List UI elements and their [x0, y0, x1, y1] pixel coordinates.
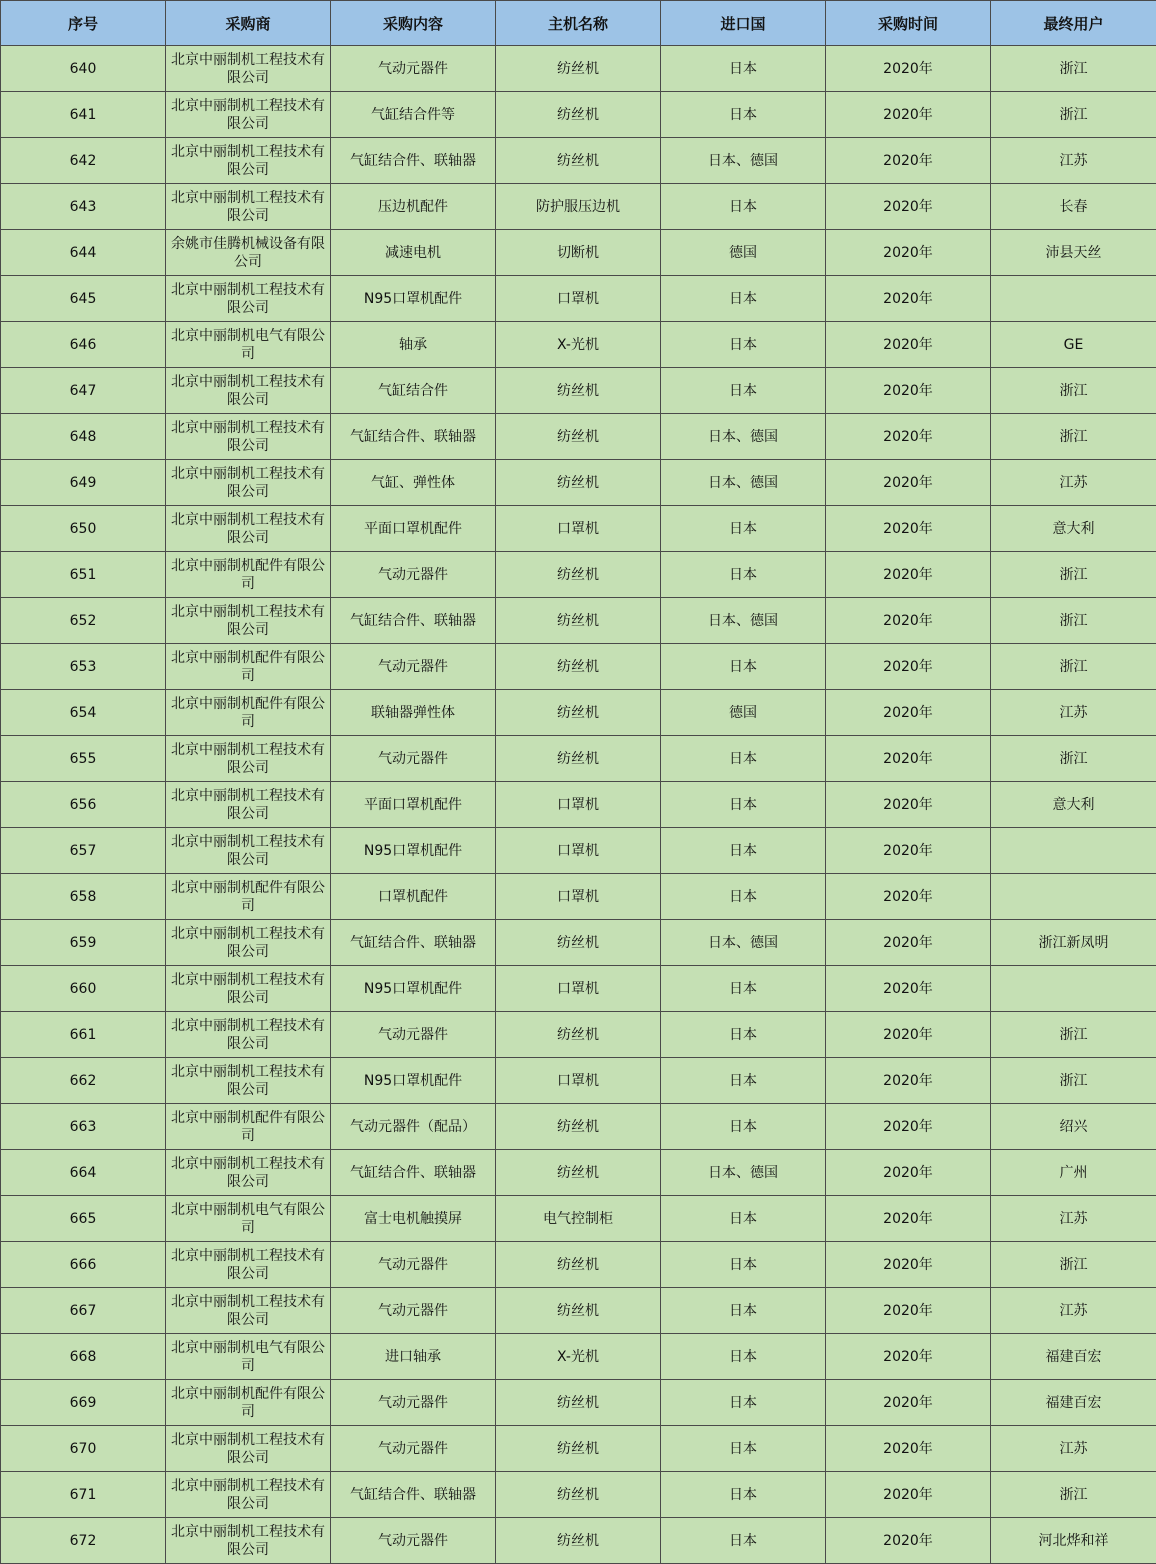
table-row	[1, 138, 1156, 184]
cell-host-machine: 纺丝机	[496, 690, 661, 736]
cell-import-country: 日本	[661, 1334, 826, 1380]
cell-purchase-content: 气动元器件	[331, 1288, 496, 1334]
cell-buyer: 北京中丽制机工程技术有限公司	[166, 276, 331, 322]
cell-buyer: 北京中丽制机电气有限公司	[166, 1334, 331, 1380]
cell-import-country: 日本	[661, 1472, 826, 1518]
header-purchase-time: 采购时间	[826, 1, 991, 46]
cell-purchase-content: 口罩机配件	[331, 874, 496, 920]
cell-purchase-content: 进口轴承	[331, 1334, 496, 1380]
cell-serial-number: 658	[1, 874, 166, 920]
cell-import-country: 日本	[661, 644, 826, 690]
cell-buyer: 北京中丽制机工程技术有限公司	[166, 1150, 331, 1196]
cell-import-country: 日本	[661, 552, 826, 598]
table-body	[1, 46, 1156, 1564]
cell-serial-number: 642	[1, 138, 166, 184]
cell-host-machine: 纺丝机	[496, 1380, 661, 1426]
cell-buyer: 北京中丽制机工程技术有限公司	[166, 46, 331, 92]
cell-purchase-content: 气动元器件	[331, 1518, 496, 1564]
cell-host-machine: X-光机	[496, 322, 661, 368]
cell-import-country: 日本	[661, 1518, 826, 1564]
cell-serial-number: 649	[1, 460, 166, 506]
cell-purchase-content: 平面口罩机配件	[331, 782, 496, 828]
cell-buyer: 北京中丽制机工程技术有限公司	[166, 138, 331, 184]
cell-import-country: 日本、德国	[661, 920, 826, 966]
cell-purchase-content: 气动元器件	[331, 1242, 496, 1288]
cell-import-country: 日本、德国	[661, 598, 826, 644]
cell-buyer: 北京中丽制机工程技术有限公司	[166, 460, 331, 506]
cell-end-user: 浙江	[991, 414, 1156, 460]
cell-buyer: 北京中丽制机配件有限公司	[166, 1380, 331, 1426]
cell-host-machine: 防护服压边机	[496, 184, 661, 230]
cell-purchase-time: 2020年	[826, 276, 991, 322]
cell-serial-number: 670	[1, 1426, 166, 1472]
table-row	[1, 322, 1156, 368]
cell-host-machine: 纺丝机	[496, 1012, 661, 1058]
cell-purchase-content: 平面口罩机配件	[331, 506, 496, 552]
cell-import-country: 日本	[661, 322, 826, 368]
cell-purchase-time: 2020年	[826, 92, 991, 138]
cell-buyer: 北京中丽制机工程技术有限公司	[166, 1242, 331, 1288]
cell-import-country: 日本	[661, 1380, 826, 1426]
cell-end-user: 浙江	[991, 368, 1156, 414]
cell-host-machine: 纺丝机	[496, 46, 661, 92]
cell-import-country: 日本	[661, 276, 826, 322]
table-row	[1, 1058, 1156, 1104]
cell-serial-number: 656	[1, 782, 166, 828]
header-serial-number: 序号	[1, 1, 166, 46]
table-row	[1, 782, 1156, 828]
cell-serial-number: 665	[1, 1196, 166, 1242]
cell-purchase-time: 2020年	[826, 874, 991, 920]
header-row	[1, 1, 1156, 46]
cell-serial-number: 662	[1, 1058, 166, 1104]
cell-purchase-content: 气缸结合件、联轴器	[331, 598, 496, 644]
cell-purchase-content: 气缸结合件	[331, 368, 496, 414]
cell-host-machine: 纺丝机	[496, 368, 661, 414]
cell-buyer: 北京中丽制机工程技术有限公司	[166, 1012, 331, 1058]
cell-serial-number: 663	[1, 1104, 166, 1150]
cell-serial-number: 653	[1, 644, 166, 690]
cell-end-user: 福建百宏	[991, 1334, 1156, 1380]
cell-end-user: 浙江	[991, 1012, 1156, 1058]
cell-purchase-time: 2020年	[826, 1012, 991, 1058]
cell-purchase-content: N95口罩机配件	[331, 276, 496, 322]
cell-host-machine: 电气控制柜	[496, 1196, 661, 1242]
cell-buyer: 北京中丽制机工程技术有限公司	[166, 598, 331, 644]
cell-host-machine: 纺丝机	[496, 598, 661, 644]
cell-purchase-time: 2020年	[826, 598, 991, 644]
cell-end-user: 江苏	[991, 138, 1156, 184]
table-row	[1, 920, 1156, 966]
cell-end-user: 浙江	[991, 552, 1156, 598]
cell-purchase-time: 2020年	[826, 414, 991, 460]
cell-purchase-content: 气动元器件	[331, 644, 496, 690]
cell-purchase-content: 联轴器弹性体	[331, 690, 496, 736]
cell-serial-number: 645	[1, 276, 166, 322]
cell-end-user: 浙江	[991, 644, 1156, 690]
cell-import-country: 日本	[661, 736, 826, 782]
table-row	[1, 598, 1156, 644]
cell-end-user: 绍兴	[991, 1104, 1156, 1150]
cell-buyer: 北京中丽制机工程技术有限公司	[166, 1288, 331, 1334]
cell-host-machine: 纺丝机	[496, 644, 661, 690]
cell-buyer: 北京中丽制机工程技术有限公司	[166, 782, 331, 828]
cell-purchase-content: 压边机配件	[331, 184, 496, 230]
cell-purchase-content: 气缸结合件、联轴器	[331, 920, 496, 966]
cell-host-machine: 口罩机	[496, 276, 661, 322]
cell-purchase-content: 气动元器件（配品）	[331, 1104, 496, 1150]
cell-serial-number: 672	[1, 1518, 166, 1564]
cell-purchase-time: 2020年	[826, 1150, 991, 1196]
cell-serial-number: 671	[1, 1472, 166, 1518]
cell-buyer: 北京中丽制机工程技术有限公司	[166, 1518, 331, 1564]
cell-purchase-content: N95口罩机配件	[331, 828, 496, 874]
cell-purchase-time: 2020年	[826, 1242, 991, 1288]
cell-end-user: 浙江	[991, 1242, 1156, 1288]
cell-purchase-content: 气动元器件	[331, 1380, 496, 1426]
table-row	[1, 276, 1156, 322]
table-row	[1, 874, 1156, 920]
cell-host-machine: 口罩机	[496, 1058, 661, 1104]
header-end-user: 最终用户	[991, 1, 1156, 46]
table-row	[1, 414, 1156, 460]
cell-host-machine: 切断机	[496, 230, 661, 276]
cell-buyer: 北京中丽制机配件有限公司	[166, 874, 331, 920]
cell-end-user: 江苏	[991, 460, 1156, 506]
cell-end-user: 长春	[991, 184, 1156, 230]
cell-purchase-time: 2020年	[826, 1104, 991, 1150]
cell-import-country: 日本	[661, 184, 826, 230]
cell-purchase-time: 2020年	[826, 1380, 991, 1426]
cell-purchase-content: 气缸结合件、联轴器	[331, 414, 496, 460]
cell-serial-number: 655	[1, 736, 166, 782]
cell-purchase-time: 2020年	[826, 1472, 991, 1518]
cell-host-machine: 纺丝机	[496, 414, 661, 460]
cell-serial-number: 654	[1, 690, 166, 736]
cell-import-country: 日本、德国	[661, 138, 826, 184]
cell-purchase-content: 气缸结合件、联轴器	[331, 1150, 496, 1196]
table-row	[1, 46, 1156, 92]
cell-buyer: 北京中丽制机工程技术有限公司	[166, 92, 331, 138]
table-row	[1, 92, 1156, 138]
cell-purchase-content: 气动元器件	[331, 1012, 496, 1058]
cell-purchase-content: 减速电机	[331, 230, 496, 276]
cell-serial-number: 667	[1, 1288, 166, 1334]
cell-buyer: 北京中丽制机配件有限公司	[166, 644, 331, 690]
cell-purchase-time: 2020年	[826, 920, 991, 966]
cell-purchase-time: 2020年	[826, 138, 991, 184]
cell-serial-number: 664	[1, 1150, 166, 1196]
cell-buyer: 北京中丽制机工程技术有限公司	[166, 920, 331, 966]
cell-purchase-time: 2020年	[826, 552, 991, 598]
cell-purchase-time: 2020年	[826, 690, 991, 736]
cell-purchase-time: 2020年	[826, 368, 991, 414]
cell-end-user: 浙江	[991, 1058, 1156, 1104]
cell-import-country: 日本	[661, 828, 826, 874]
cell-purchase-time: 2020年	[826, 1196, 991, 1242]
cell-import-country: 日本	[661, 1104, 826, 1150]
cell-import-country: 日本	[661, 46, 826, 92]
table-row	[1, 1380, 1156, 1426]
cell-serial-number: 650	[1, 506, 166, 552]
cell-end-user: 浙江新凤明	[991, 920, 1156, 966]
cell-buyer: 北京中丽制机工程技术有限公司	[166, 184, 331, 230]
cell-purchase-content: N95口罩机配件	[331, 966, 496, 1012]
cell-purchase-content: 富士电机触摸屏	[331, 1196, 496, 1242]
cell-serial-number: 660	[1, 966, 166, 1012]
cell-host-machine: 纺丝机	[496, 1288, 661, 1334]
cell-purchase-content: 轴承	[331, 322, 496, 368]
table-row	[1, 1012, 1156, 1058]
cell-serial-number: 647	[1, 368, 166, 414]
cell-host-machine: 口罩机	[496, 966, 661, 1012]
cell-serial-number: 659	[1, 920, 166, 966]
cell-purchase-time: 2020年	[826, 184, 991, 230]
table-row	[1, 828, 1156, 874]
cell-purchase-time: 2020年	[826, 506, 991, 552]
cell-end-user: 河北烨和祥	[991, 1518, 1156, 1564]
cell-purchase-content: 气缸结合件等	[331, 92, 496, 138]
cell-end-user: 意大利	[991, 506, 1156, 552]
cell-purchase-content: 气缸、弹性体	[331, 460, 496, 506]
cell-purchase-time: 2020年	[826, 46, 991, 92]
cell-import-country: 日本	[661, 782, 826, 828]
header-buyer: 采购商	[166, 1, 331, 46]
cell-host-machine: 纺丝机	[496, 1426, 661, 1472]
cell-purchase-time: 2020年	[826, 782, 991, 828]
cell-purchase-content: 气动元器件	[331, 1426, 496, 1472]
cell-end-user: 浙江	[991, 92, 1156, 138]
cell-serial-number: 644	[1, 230, 166, 276]
cell-import-country: 日本	[661, 966, 826, 1012]
cell-purchase-time: 2020年	[826, 322, 991, 368]
cell-purchase-content: 气动元器件	[331, 552, 496, 598]
cell-host-machine: 口罩机	[496, 828, 661, 874]
cell-purchase-content: N95口罩机配件	[331, 1058, 496, 1104]
cell-import-country: 日本、德国	[661, 414, 826, 460]
table-row	[1, 1472, 1156, 1518]
cell-end-user	[991, 874, 1156, 920]
table-row	[1, 368, 1156, 414]
cell-host-machine: X-光机	[496, 1334, 661, 1380]
cell-purchase-time: 2020年	[826, 1334, 991, 1380]
cell-buyer: 余姚市佳腾机械设备有限公司	[166, 230, 331, 276]
cell-purchase-time: 2020年	[826, 230, 991, 276]
cell-buyer: 北京中丽制机配件有限公司	[166, 552, 331, 598]
cell-buyer: 北京中丽制机工程技术有限公司	[166, 506, 331, 552]
cell-serial-number: 657	[1, 828, 166, 874]
cell-buyer: 北京中丽制机工程技术有限公司	[166, 414, 331, 460]
table-row	[1, 1288, 1156, 1334]
cell-purchase-time: 2020年	[826, 828, 991, 874]
cell-host-machine: 纺丝机	[496, 138, 661, 184]
table-row	[1, 1334, 1156, 1380]
cell-host-machine: 纺丝机	[496, 552, 661, 598]
table-row	[1, 736, 1156, 782]
cell-end-user: 浙江	[991, 46, 1156, 92]
cell-host-machine: 纺丝机	[496, 460, 661, 506]
table-row	[1, 1150, 1156, 1196]
cell-host-machine: 纺丝机	[496, 1518, 661, 1564]
cell-import-country: 日本	[661, 1426, 826, 1472]
cell-host-machine: 纺丝机	[496, 736, 661, 782]
cell-end-user: 意大利	[991, 782, 1156, 828]
cell-serial-number: 668	[1, 1334, 166, 1380]
cell-end-user: 浙江	[991, 1472, 1156, 1518]
table-row	[1, 184, 1156, 230]
cell-buyer: 北京中丽制机工程技术有限公司	[166, 736, 331, 782]
cell-serial-number: 661	[1, 1012, 166, 1058]
cell-buyer: 北京中丽制机电气有限公司	[166, 1196, 331, 1242]
cell-serial-number: 669	[1, 1380, 166, 1426]
cell-purchase-time: 2020年	[826, 1058, 991, 1104]
cell-purchase-content: 气缸结合件、联轴器	[331, 138, 496, 184]
cell-purchase-time: 2020年	[826, 966, 991, 1012]
cell-host-machine: 口罩机	[496, 506, 661, 552]
cell-purchase-content: 气缸结合件、联轴器	[331, 1472, 496, 1518]
cell-host-machine: 纺丝机	[496, 1472, 661, 1518]
table-row	[1, 460, 1156, 506]
cell-buyer: 北京中丽制机工程技术有限公司	[166, 1472, 331, 1518]
cell-end-user: 浙江	[991, 598, 1156, 644]
table-row	[1, 1242, 1156, 1288]
cell-end-user: 福建百宏	[991, 1380, 1156, 1426]
cell-end-user	[991, 966, 1156, 1012]
header-import-country: 进口国	[661, 1, 826, 46]
cell-host-machine: 纺丝机	[496, 1104, 661, 1150]
cell-host-machine: 纺丝机	[496, 1150, 661, 1196]
cell-end-user: 江苏	[991, 1288, 1156, 1334]
header-purchase-content: 采购内容	[331, 1, 496, 46]
cell-import-country: 日本、德国	[661, 460, 826, 506]
cell-serial-number: 651	[1, 552, 166, 598]
cell-end-user: 江苏	[991, 1196, 1156, 1242]
cell-end-user	[991, 828, 1156, 874]
cell-import-country: 日本	[661, 874, 826, 920]
cell-purchase-time: 2020年	[826, 644, 991, 690]
cell-end-user: 江苏	[991, 690, 1156, 736]
cell-import-country: 日本	[661, 92, 826, 138]
cell-purchase-time: 2020年	[826, 1518, 991, 1564]
cell-buyer: 北京中丽制机工程技术有限公司	[166, 828, 331, 874]
cell-buyer: 北京中丽制机工程技术有限公司	[166, 1426, 331, 1472]
cell-import-country: 日本	[661, 1058, 826, 1104]
cell-buyer: 北京中丽制机电气有限公司	[166, 322, 331, 368]
cell-serial-number: 641	[1, 92, 166, 138]
header-host-machine: 主机名称	[496, 1, 661, 46]
cell-purchase-content: 气动元器件	[331, 46, 496, 92]
cell-serial-number: 666	[1, 1242, 166, 1288]
cell-serial-number: 640	[1, 46, 166, 92]
cell-import-country: 日本	[661, 368, 826, 414]
cell-buyer: 北京中丽制机工程技术有限公司	[166, 1058, 331, 1104]
cell-host-machine: 纺丝机	[496, 1242, 661, 1288]
cell-serial-number: 652	[1, 598, 166, 644]
cell-buyer: 北京中丽制机配件有限公司	[166, 690, 331, 736]
table-row	[1, 1104, 1156, 1150]
table-row	[1, 966, 1156, 1012]
cell-end-user: 江苏	[991, 1426, 1156, 1472]
cell-import-country: 日本	[661, 1012, 826, 1058]
cell-end-user	[991, 276, 1156, 322]
cell-host-machine: 纺丝机	[496, 92, 661, 138]
cell-serial-number: 646	[1, 322, 166, 368]
cell-end-user: 广州	[991, 1150, 1156, 1196]
cell-serial-number: 648	[1, 414, 166, 460]
cell-import-country: 日本	[661, 506, 826, 552]
cell-import-country: 日本	[661, 1288, 826, 1334]
cell-import-country: 德国	[661, 690, 826, 736]
cell-end-user: 浙江	[991, 736, 1156, 782]
table-row	[1, 1196, 1156, 1242]
cell-purchase-time: 2020年	[826, 1288, 991, 1334]
cell-buyer: 北京中丽制机配件有限公司	[166, 1104, 331, 1150]
table-row	[1, 1426, 1156, 1472]
cell-purchase-content: 气动元器件	[331, 736, 496, 782]
cell-import-country: 日本	[661, 1196, 826, 1242]
cell-purchase-time: 2020年	[826, 460, 991, 506]
cell-buyer: 北京中丽制机工程技术有限公司	[166, 966, 331, 1012]
table-row	[1, 552, 1156, 598]
table-row	[1, 230, 1156, 276]
cell-import-country: 日本	[661, 1242, 826, 1288]
cell-buyer: 北京中丽制机工程技术有限公司	[166, 368, 331, 414]
cell-host-machine: 口罩机	[496, 874, 661, 920]
cell-import-country: 德国	[661, 230, 826, 276]
table-row	[1, 1518, 1156, 1564]
cell-host-machine: 纺丝机	[496, 920, 661, 966]
table-row	[1, 644, 1156, 690]
cell-import-country: 日本、德国	[661, 1150, 826, 1196]
table-row	[1, 506, 1156, 552]
table-row	[1, 690, 1156, 736]
cell-purchase-time: 2020年	[826, 736, 991, 782]
cell-end-user: GE	[991, 322, 1156, 368]
cell-end-user: 沛县天丝	[991, 230, 1156, 276]
cell-serial-number: 643	[1, 184, 166, 230]
cell-purchase-time: 2020年	[826, 1426, 991, 1472]
cell-host-machine: 口罩机	[496, 782, 661, 828]
